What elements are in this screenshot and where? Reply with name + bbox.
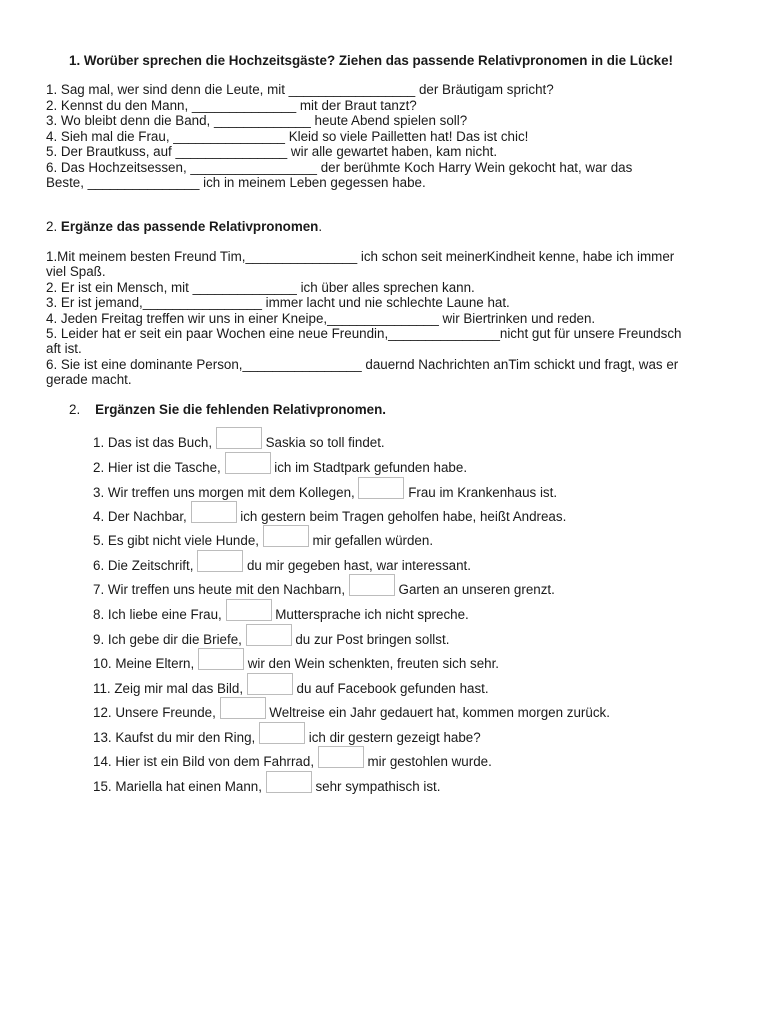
s1-line-6: 6. Das Hochzeitsessen, _________________ der berühmte Koch Harry Wein gekocht hat, war das	[46, 160, 633, 175]
exercise-item	[93, 746, 492, 770]
item-text-after: Frau im Krankenhaus ist.	[408, 485, 558, 500]
item-text-after: mir gefallen würden.	[312, 533, 434, 548]
s1-line-4: 4. Sieh mal die Frau, _______________ Kleid so viele Pailletten hat! Das ist chic!	[46, 129, 529, 144]
s2-line-9: gerade macht.	[46, 372, 132, 387]
item-text-before: 2. Hier ist die Tasche,	[93, 460, 221, 475]
answer-box[interactable]	[358, 477, 404, 499]
answer-box[interactable]	[216, 427, 262, 449]
item-text-before: 7. Wir treffen uns heute mit den Nachbarn,	[93, 582, 346, 597]
answer-box[interactable]	[225, 452, 271, 474]
item-text-before: 8. Ich liebe eine Frau,	[93, 607, 222, 622]
item-text-after: wir den Wein schenkten, freuten sich sehr.	[247, 656, 500, 671]
exercise-item	[93, 648, 499, 672]
exercise-item	[93, 673, 489, 697]
item-text-before: 15. Mariella hat einen Mann,	[93, 779, 262, 794]
answer-box[interactable]	[318, 746, 364, 768]
item-text-after: ich im Stadtpark gefunden habe.	[274, 460, 468, 475]
item-text-before: 6. Die Zeitschrift,	[93, 558, 194, 573]
answer-box[interactable]	[198, 648, 244, 670]
item-text-after: sehr sympathisch ist.	[315, 779, 441, 794]
answer-box[interactable]	[191, 501, 237, 523]
item-text-before: 10. Meine Eltern,	[93, 656, 195, 671]
s2-line-8: 6. Sie ist eine dominante Person,________________ dauernd Nachrichten anTim schickt und fragt, was er	[46, 357, 679, 372]
answer-box[interactable]	[197, 550, 243, 572]
answer-box[interactable]	[263, 525, 309, 547]
s2-line-6: 5. Leider hat er seit ein paar Wochen eine neue Freundin,_______________nicht gut für unsere Freundsch	[46, 326, 682, 341]
item-text-before: 9. Ich gebe dir die Briefe,	[93, 632, 242, 647]
item-text-before: 11. Zeig mir mal das Bild,	[93, 681, 244, 696]
answer-box[interactable]	[246, 624, 292, 646]
item-text-after: Saskia so toll findet.	[265, 435, 385, 450]
item-text-before: 5. Es gibt nicht viele Hunde,	[93, 533, 259, 548]
item-text-after: mir gestohlen wurde.	[367, 754, 492, 769]
s2-line-2: viel Spaß.	[46, 264, 106, 279]
item-text-after: Garten an unseren grenzt.	[398, 582, 555, 597]
item-text-after: du zur Post bringen sollst.	[295, 632, 450, 647]
exercise-item	[93, 501, 566, 525]
s2-line-5: 4. Jeden Freitag treffen wir uns in einer Kneipe,_______________ wir Biertrinken und reden.	[46, 311, 596, 326]
exercise-item	[93, 697, 610, 721]
section2-heading-end: .	[318, 219, 323, 234]
section1-heading: 1. Worüber sprechen die Hochzeitsgäste? Ziehen das passende Relativpronomen in die Lücke!	[69, 53, 673, 68]
exercise-item	[93, 599, 469, 623]
section3-heading	[69, 402, 386, 418]
s1-line-7: Beste, _______________ ich in meinem Leben gegessen habe.	[46, 175, 426, 190]
s2-line-4: 3. Er ist jemand,________________ immer lacht und nie schlechte Laune hat.	[46, 295, 510, 310]
item-text-before: 4. Der Nachbar,	[93, 509, 187, 524]
s1-line-3: 3. Wo bleibt denn die Band, _____________ heute Abend spielen soll?	[46, 113, 468, 128]
exercise-item	[93, 427, 385, 451]
item-text-before: 12. Unsere Freunde,	[93, 705, 216, 720]
s2-line-3: 2. Er ist ein Mensch, mit ______________ ich über alles sprechen kann.	[46, 280, 475, 295]
answer-box[interactable]	[266, 771, 312, 793]
s2-line-7: aft ist.	[46, 341, 82, 356]
section3-heading-num: 2.	[69, 402, 81, 417]
section2-heading-title: Ergänze das passende Relativpronomen	[60, 219, 319, 234]
item-text-after: Muttersprache ich nicht spreche.	[275, 607, 469, 622]
answer-box[interactable]	[226, 599, 272, 621]
exercise-item	[93, 550, 471, 574]
item-text-before: 14. Hier ist ein Bild von dem Fahrrad,	[93, 754, 315, 769]
exercise-item	[93, 624, 449, 648]
s2-line-1: 1.Mit meinem besten Freund Tim,_______________ ich schon seit meinerKindheit kenne, habe ich immer	[46, 249, 675, 264]
item-text-after: Weltreise ein Jahr gedauert hat, kommen morgen zurück.	[269, 705, 610, 720]
exercise-item	[93, 771, 440, 795]
answer-box[interactable]	[247, 673, 293, 695]
section2-heading	[46, 219, 322, 235]
answer-box[interactable]	[220, 697, 266, 719]
item-text-before: 13. Kaufst du mir den Ring,	[93, 730, 256, 745]
item-text-after: ich gestern beim Tragen geholfen habe, heißt Andreas.	[240, 509, 567, 524]
item-text-after: du auf Facebook gefunden hast.	[296, 681, 489, 696]
answer-box[interactable]	[349, 574, 395, 596]
exercise-item	[93, 477, 557, 501]
exercise-item	[93, 574, 555, 598]
exercise-item	[93, 525, 433, 549]
section3-heading-title: Ergänzen Sie die fehlenden Relativpronomen.	[95, 402, 386, 417]
s1-line-1: 1. Sag mal, wer sind denn die Leute, mit _________________ der Bräutigam spricht?	[46, 82, 554, 97]
exercise-item	[93, 722, 481, 746]
item-text-after: ich dir gestern gezeigt habe?	[308, 730, 481, 745]
s1-line-2: 2. Kennst du den Mann, ______________ mit der Braut tanzt?	[46, 98, 417, 113]
answer-box[interactable]	[259, 722, 305, 744]
item-text-before: 3. Wir treffen uns morgen mit dem Kollegen,	[93, 485, 355, 500]
s1-line-5: 5. Der Brautkuss, auf _______________ wir alle gewartet haben, kam nicht.	[46, 144, 498, 159]
item-text-before: 1. Das ist das Buch,	[93, 435, 213, 450]
exercise-item	[93, 452, 467, 476]
section2-heading-num: 2.	[46, 219, 61, 234]
item-text-after: du mir gegeben hast, war interessant.	[246, 558, 471, 573]
